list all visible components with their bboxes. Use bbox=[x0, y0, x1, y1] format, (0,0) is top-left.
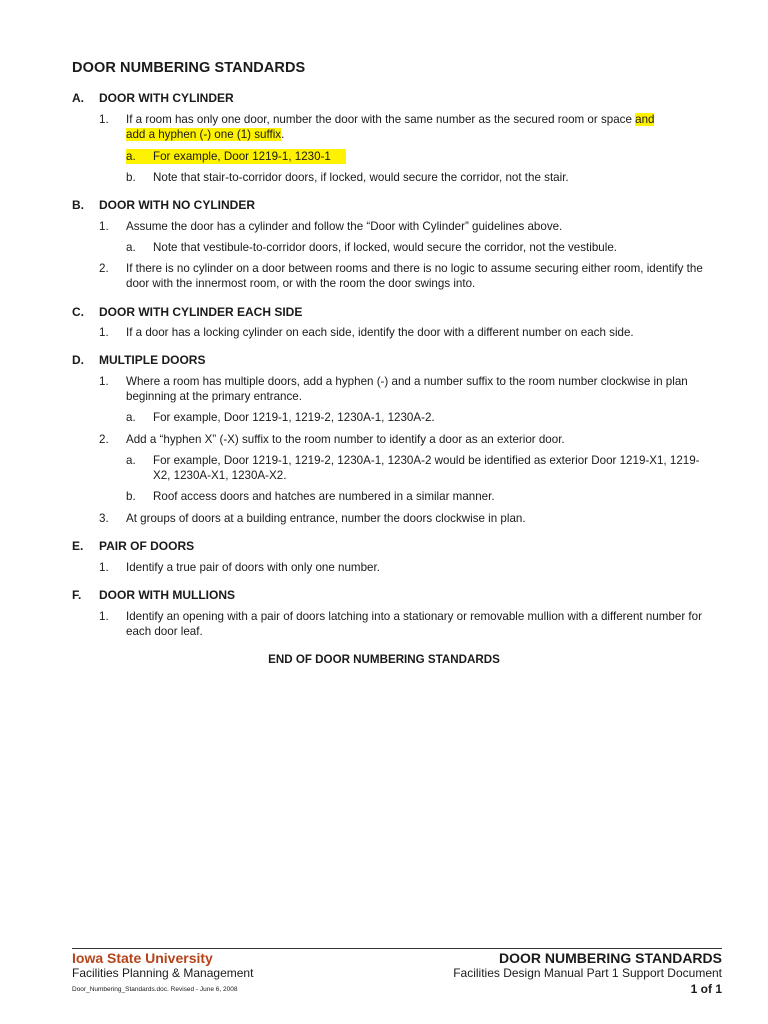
list-item-d2 bbox=[99, 432, 709, 447]
item-number: 1. bbox=[99, 561, 109, 574]
item-text: Where a room has multiple doors, add a hyphen (-) and a number suffix to the room number clockwise in plan beginning at the primary entrance. bbox=[126, 375, 688, 404]
subitem-letter: a. bbox=[126, 411, 136, 424]
list-subitem-d2a bbox=[126, 453, 716, 484]
section-title: DOOR WITH CYLINDER EACH SIDE bbox=[99, 305, 303, 319]
list-item-e1 bbox=[99, 560, 709, 575]
item-text: At groups of doors at a building entrance, number the doors clockwise in plan. bbox=[126, 512, 526, 525]
subitem-letter: a. bbox=[126, 150, 136, 163]
subitem-letter: b. bbox=[126, 490, 136, 503]
item-number: 3. bbox=[99, 512, 109, 525]
section-letter: E. bbox=[72, 539, 84, 553]
section-letter: F. bbox=[72, 588, 82, 602]
subitem-text: Roof access doors and hatches are numbered in a similar manner. bbox=[153, 490, 495, 503]
list-subitem-d2b bbox=[126, 489, 716, 504]
footer-page-number: 1 of 1 bbox=[690, 982, 722, 996]
item-number: 1. bbox=[99, 326, 109, 339]
subitem-text: For example, Door 1219-1, 1230-1 bbox=[153, 150, 331, 163]
list-subitem-d1a bbox=[126, 410, 716, 425]
section-heading-d bbox=[72, 353, 205, 367]
footer-file-info: Door_Numbering_Standards.doc. Revised - June 6, 2008 bbox=[72, 986, 238, 993]
item-text: Assume the door has a cylinder and follow the “Door with Cylinder” guidelines above. bbox=[126, 220, 563, 233]
item-text: Identify a true pair of doors with only one number. bbox=[126, 561, 380, 574]
item-text bbox=[126, 112, 709, 143]
end-of-document-note: END OF DOOR NUMBERING STANDARDS bbox=[268, 653, 500, 666]
page-title: DOOR NUMBERING STANDARDS bbox=[72, 60, 306, 76]
footer-doc-subtitle: Facilities Design Manual Part 1 Support Document bbox=[453, 966, 722, 980]
footer-divider bbox=[72, 948, 722, 949]
list-item-c1 bbox=[99, 325, 709, 340]
list-subitem-b1a bbox=[126, 240, 716, 255]
section-letter: D. bbox=[72, 353, 84, 367]
subitem-text: Note that vestibule-to-corridor doors, if locked, would secure the corridor, not the vestibule. bbox=[153, 241, 617, 254]
subitem-letter: a. bbox=[126, 454, 136, 467]
subitem-text: For example, Door 1219-1, 1219-2, 1230A-1, 1230A-2. bbox=[153, 411, 435, 424]
list-item-a1 bbox=[99, 112, 709, 143]
list-subitem-a1b bbox=[126, 170, 716, 185]
section-letter: C. bbox=[72, 305, 84, 319]
section-heading-b bbox=[72, 198, 255, 212]
section-letter: A. bbox=[72, 91, 84, 105]
footer-department: Facilities Planning & Management bbox=[72, 966, 254, 980]
item-text-plain: If a room has only one door, number the door with the same number as the secured room or space bbox=[126, 113, 636, 126]
highlighted-text: and bbox=[635, 113, 655, 126]
item-number: 1. bbox=[99, 220, 109, 233]
list-item-d1 bbox=[99, 374, 709, 405]
list-item-b2 bbox=[99, 261, 709, 292]
subitem-letter: b. bbox=[126, 171, 136, 184]
section-letter: B. bbox=[72, 198, 84, 212]
item-text: If a door has a locking cylinder on each side, identify the door with a different number on each side. bbox=[126, 326, 634, 339]
section-title: DOOR WITH NO CYLINDER bbox=[99, 198, 255, 212]
item-text-end: . bbox=[281, 128, 285, 142]
section-heading-f bbox=[72, 588, 235, 602]
item-number: 2. bbox=[99, 433, 109, 446]
subitem-text: Note that stair-to-corridor doors, if locked, would secure the corridor, not the stair. bbox=[153, 171, 569, 184]
list-subitem-a1a bbox=[126, 149, 716, 164]
item-number: 1. bbox=[99, 610, 109, 623]
subitem-text: For example, Door 1219-1, 1219-2, 1230A-1, 1230A-2 would be identified as exterior Door 1219-X1, 1219-X2, 1230A-X1, 1230A-X2. bbox=[153, 454, 700, 483]
list-item-d3 bbox=[99, 511, 709, 526]
item-number: 1. bbox=[99, 113, 109, 126]
list-item-b1 bbox=[99, 219, 709, 234]
footer-doc-title: DOOR NUMBERING STANDARDS bbox=[499, 950, 722, 966]
section-heading-c bbox=[72, 305, 302, 319]
highlighted-text: add a hyphen (-) one (1) suffix bbox=[126, 128, 282, 142]
item-text: Identify an opening with a pair of doors latching into a stationary or removable mullion with a different number for each door leaf. bbox=[126, 610, 702, 639]
footer-university: Iowa State University bbox=[72, 950, 213, 966]
item-number: 2. bbox=[99, 262, 109, 275]
section-heading-e bbox=[72, 539, 194, 553]
item-number: 1. bbox=[99, 375, 109, 388]
item-text: Add a “hyphen X” (-X) suffix to the room number to identify a door as an exterior door. bbox=[126, 433, 565, 446]
list-item-f1 bbox=[99, 609, 709, 640]
item-text: If there is no cylinder on a door between rooms and there is no logic to assume securing either room, identify the door with the innermost room, or with the room the door swings into. bbox=[126, 262, 703, 291]
section-heading-a bbox=[72, 91, 234, 105]
section-title: PAIR OF DOORS bbox=[99, 539, 195, 553]
section-title: DOOR WITH MULLIONS bbox=[99, 588, 235, 602]
subitem-letter: a. bbox=[126, 241, 136, 254]
section-title: DOOR WITH CYLINDER bbox=[99, 91, 234, 105]
section-title: MULTIPLE DOORS bbox=[99, 353, 206, 367]
